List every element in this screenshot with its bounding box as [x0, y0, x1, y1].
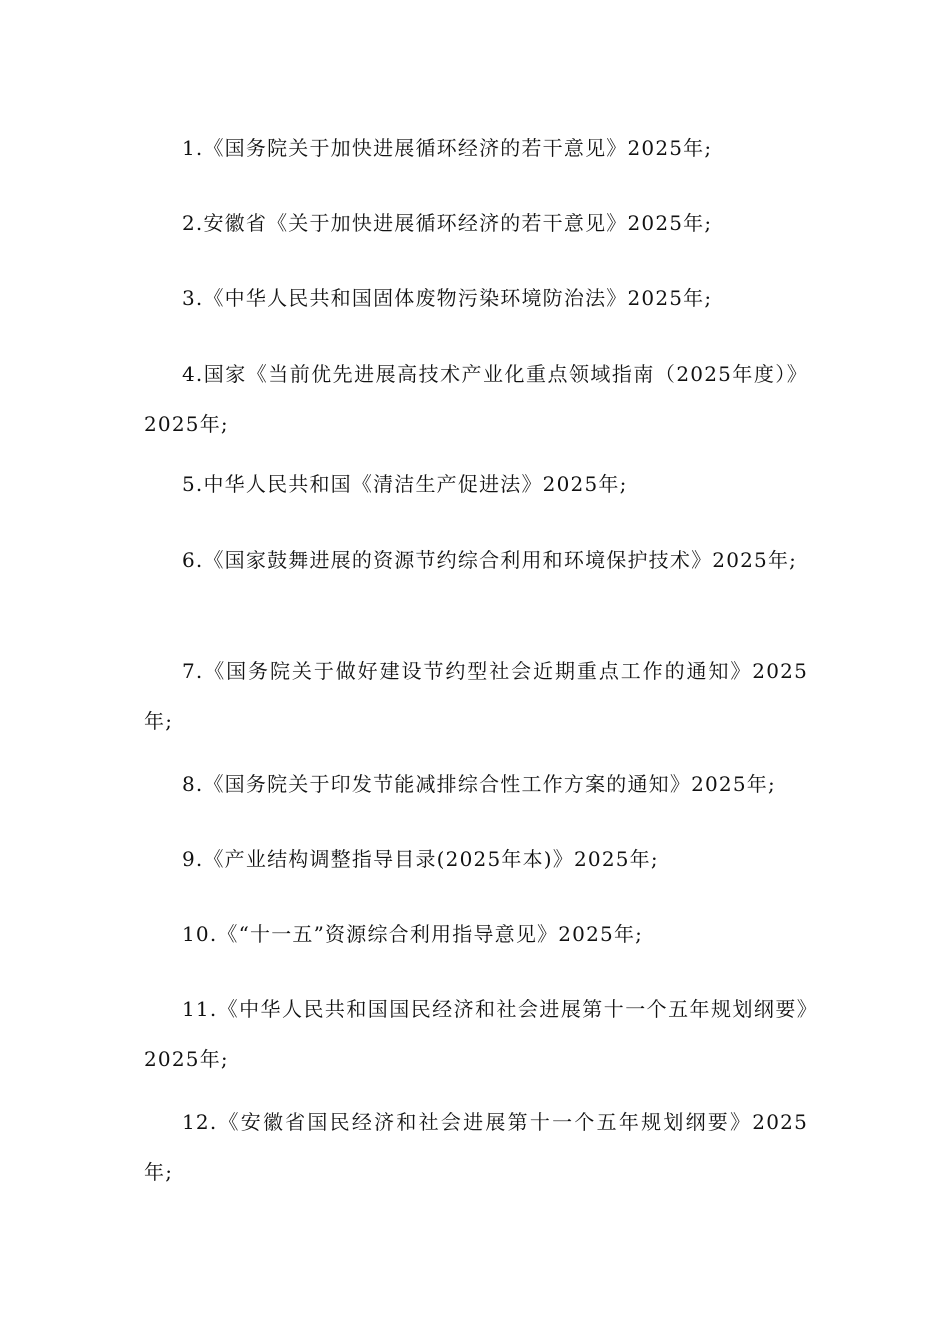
reference-item-10: 10.《“十一五”资源综合利用指导意见》2025年; [182, 922, 644, 946]
reference-item-9: 9.《产业结构调整指导目录(2025年本)》2025年; [182, 847, 659, 871]
reference-item-7: 7.《国务院关于做好建设节约型社会近期重点工作的通知》2025年; [144, 659, 808, 733]
reference-item-4: 4.国家《当前优先进展高技术产业化重点领域指南（2025年度）》2025年; [144, 362, 808, 436]
reference-item-5: 5.中华人民共和国《清洁生产促进法》2025年; [182, 472, 628, 496]
reference-item-11: 11.《中华人民共和国国民经济和社会进展第十一个五年规划纲要》2025年; [144, 997, 808, 1071]
reference-item-3: 3.《中华人民共和国固体废物污染环境防治法》2025年; [182, 286, 713, 310]
reference-item-1: 1.《国务院关于加快进展循环经济的若干意见》2025年; [182, 136, 713, 160]
reference-item-6: 6.《国家鼓舞进展的资源节约综合利用和环境保护技术》2025年; [182, 548, 798, 572]
reference-item-12: 12.《安徽省国民经济和社会进展第十一个五年规划纲要》2025年; [144, 1110, 808, 1184]
reference-item-2: 2.安徽省《关于加快进展循环经济的若干意见》2025年; [182, 211, 713, 235]
reference-item-8: 8.《国务院关于印发节能减排综合性工作方案的通知》2025年; [182, 772, 776, 796]
